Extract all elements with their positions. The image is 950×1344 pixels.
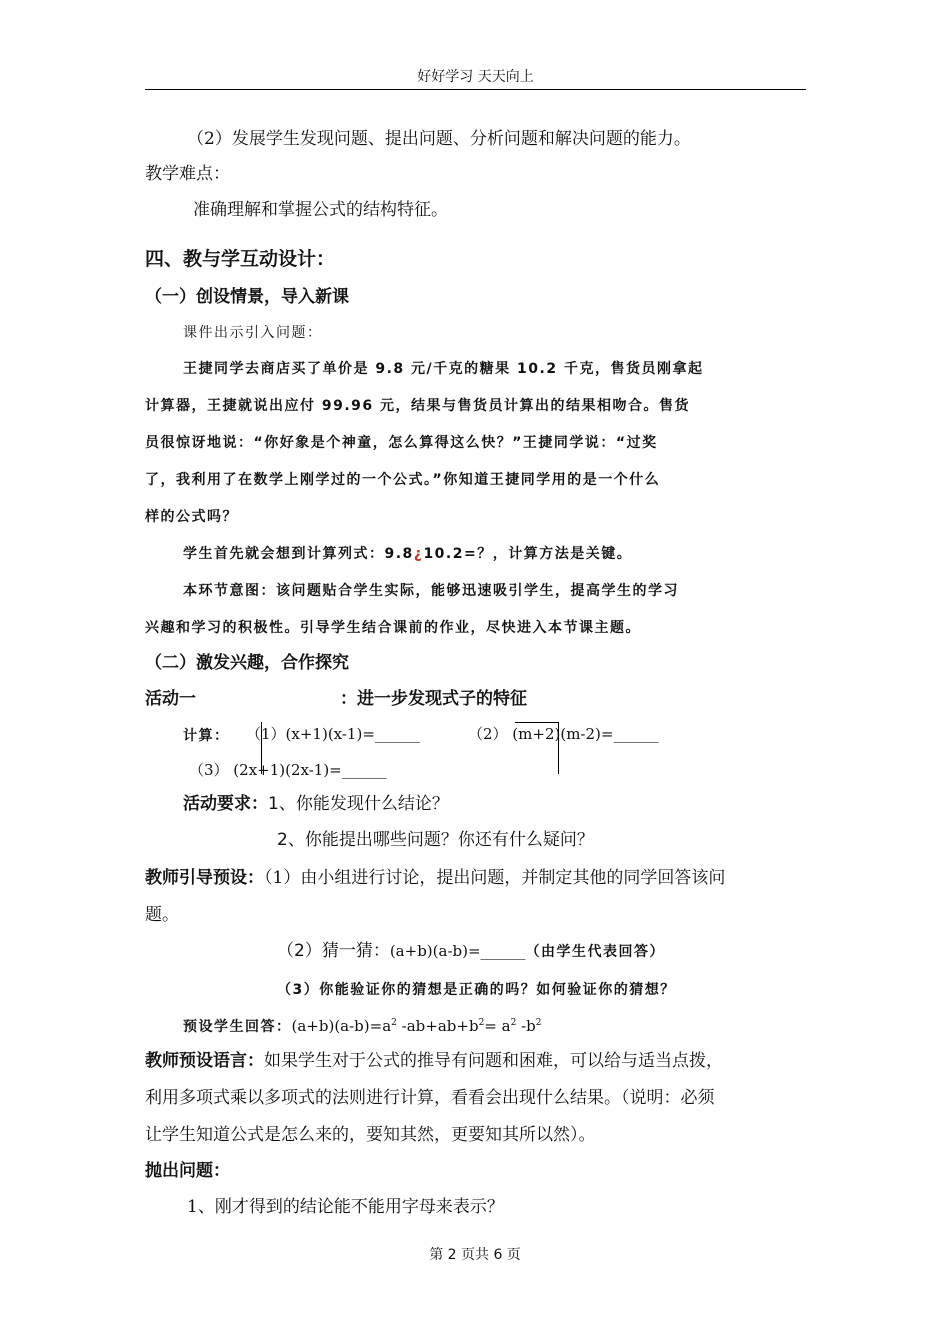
story-paragraph-line: 了，我利用了在数学上刚学过的一个公式。”你知道王捷同学用的是一个什么: [145, 472, 661, 488]
activity-requirement-line: 2、你能提出哪些问题？你还有什么疑问？: [277, 830, 594, 850]
table-border-line: [261, 722, 262, 774]
garbled-multiply-sign: ¿: [413, 546, 424, 562]
calc-label: 计算：: [183, 728, 230, 744]
intent-line: 兴趣和学习的积极性。引导学生结合课前的作业，尽快进入本节课主题。: [145, 620, 641, 636]
teacher-guide-line: 教师引导预设：（1）由小组进行讨论，提出问题，并制定其他的同学回答该问: [145, 868, 726, 888]
preset-answer-line: 预设学生回答：$(a+b)(a-b)=a^2$ $-ab+ab+b^2= a^2$ $-b^2$: [183, 1017, 542, 1035]
teacher-language-line: 让学生知道公式是怎么来的，要知其然，更要知其所以然）。: [145, 1125, 596, 1145]
story-paragraph-line: 计算器，王捷就说出应付 99.96 元，结果与售货员计算出的结果相吻合。售货: [145, 398, 691, 414]
teacher-language-line: 教师预设语言：如果学生对于公式的推导有问题和困难，可以给与适当点拨，: [145, 1051, 723, 1071]
guess-line: （2）猜一猜：(a+b)(a-b)=______（由学生代表回答）: [277, 941, 666, 961]
story-paragraph-line: 员很惊讶地说：“你好象是个神童，怎么算得这么快？”王捷同学说：“过奖: [145, 435, 658, 451]
activity-requirement-line: 活动要求：1、你能发现什么结论？: [183, 794, 449, 814]
teacher-guide-line: 题。: [145, 905, 179, 925]
throw-question-heading: 抛出问题：: [145, 1161, 230, 1181]
header-rule: [145, 89, 806, 90]
story-paragraph-line: 样的公式吗？: [145, 509, 238, 525]
intro-problem-label: 课件出示引入问题：: [183, 325, 323, 341]
calc-problem-1: （1）(x+1)(x-1)=______: [246, 725, 420, 743]
difficulty-heading: 教学难点：: [145, 164, 230, 184]
teacher-language-line: 利用多项式乘以多项式的法则进行计算，看看会出现什么结果。（说明：必须: [145, 1088, 715, 1108]
table-border-line: [515, 722, 559, 723]
calc-problem-3: （3） (2x+1)(2x-1)=______: [189, 761, 387, 779]
page-header: 好好学习 天天向上: [417, 69, 534, 85]
subsection-heading-1: （一）创设情景，导入新课: [145, 287, 349, 307]
question-line: 1、刚才得到的结论能不能用字母来表示？: [187, 1197, 504, 1217]
verify-line: （3）你能验证你的猜想是正确的吗？如何验证你的猜想？: [277, 982, 676, 998]
activity-one-title: ：进一步发现式子的特征: [340, 689, 527, 709]
objective-line: （2）发展学生发现问题、提出问题、分析问题和解决问题的能力。: [187, 129, 691, 149]
page-footer: 第 2 页共 6 页: [429, 1247, 521, 1263]
activity-one-label: 活动一: [145, 689, 196, 709]
difficulty-text: 准确理解和掌握公式的结构特征。: [193, 200, 448, 220]
story-paragraph-line: 王捷同学去商店买了单价是 9.8 元/千克的糖果 10.2 千克，售货员刚拿起: [183, 361, 704, 377]
subsection-heading-2: （二）激发兴趣，合作探究: [145, 653, 349, 673]
section-heading-4: 四、教与学互动设计：: [145, 248, 336, 270]
intent-line: 本环节意图：该问题贴合学生实际，能够迅速吸引学生，提高学生的学习: [183, 583, 679, 599]
student-calc-line: 学生首先就会想到计算列式：9.8¿10.2=？，计算方法是关键。: [183, 546, 633, 562]
table-border-line: [558, 722, 559, 774]
calc-problem-2: （2） (m+2)(m-2)=______: [468, 725, 659, 743]
